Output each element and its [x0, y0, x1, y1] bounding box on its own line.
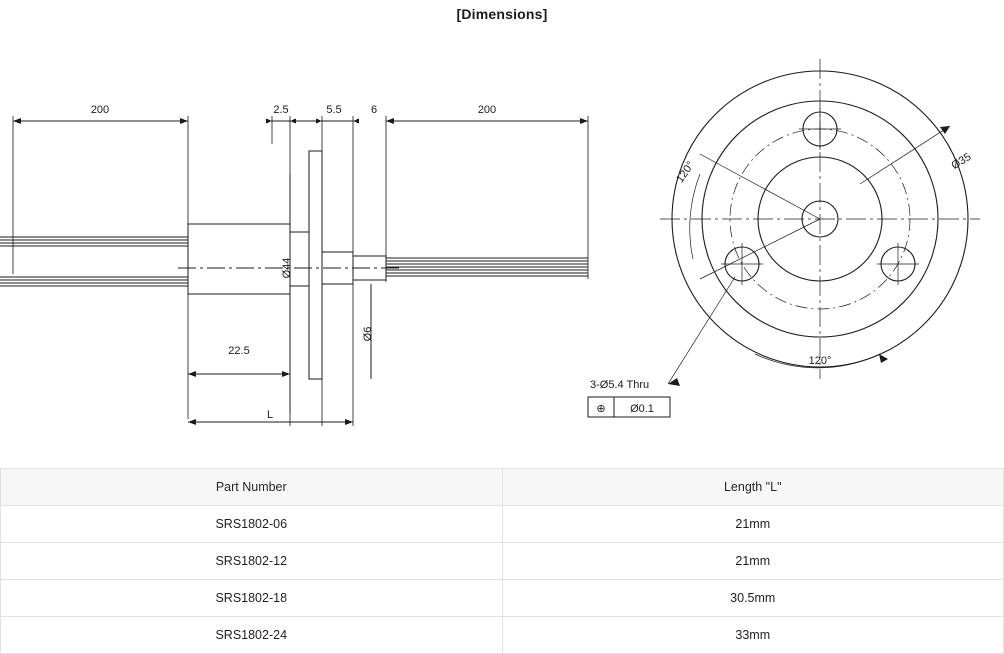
- cell-part-number: SRS1802-24: [1, 617, 503, 654]
- cell-length: 21mm: [502, 506, 1004, 543]
- table-header-row: [1, 469, 1004, 506]
- position-tolerance-label: Ø0.1: [630, 403, 654, 415]
- cell-part-number: SRS1802-18: [1, 580, 503, 617]
- dim-overall-length: L: [266, 409, 274, 421]
- cell-length: 30.5mm: [502, 580, 1004, 617]
- table-row: [1, 506, 1004, 543]
- side-view-svg: [0, 34, 1004, 464]
- bolt-circle-diameter-label: Ø35: [949, 150, 974, 173]
- cell-part-number: SRS1802-12: [1, 543, 503, 580]
- angle-bottom-label: 120°: [808, 355, 832, 367]
- dim-right-cable-length: 200: [477, 104, 497, 116]
- dim-flange-thickness: 5.5: [326, 104, 342, 116]
- page-title: [Dimensions]: [456, 6, 548, 22]
- dim-bore-diameter: Ø6: [362, 326, 374, 342]
- dim-hub-length: 6: [370, 104, 378, 116]
- table-row: [1, 617, 1004, 654]
- cell-part-number: SRS1802-06: [1, 506, 503, 543]
- hole-callout-label: 3-Ø5.4 Thru: [590, 379, 650, 391]
- cell-length: 21mm: [502, 543, 1004, 580]
- table-row: [1, 580, 1004, 617]
- part-number-table: [0, 468, 1004, 654]
- dim-left-cable-length: 200: [90, 104, 110, 116]
- dim-body-diameter: Ø44: [281, 257, 293, 279]
- dim-body-length: 22.5: [228, 345, 250, 357]
- dim-flange-offset: 2.5: [273, 104, 289, 116]
- table-row: [1, 543, 1004, 580]
- cell-length: 33mm: [502, 617, 1004, 654]
- angle-upper-left-label: 120°: [674, 159, 697, 186]
- column-header-part-number: Part Number: [1, 469, 503, 506]
- column-header-length: Length "L": [502, 469, 1004, 506]
- position-symbol-icon: ⊕: [596, 403, 606, 415]
- dimensions-drawing: [0, 34, 1004, 464]
